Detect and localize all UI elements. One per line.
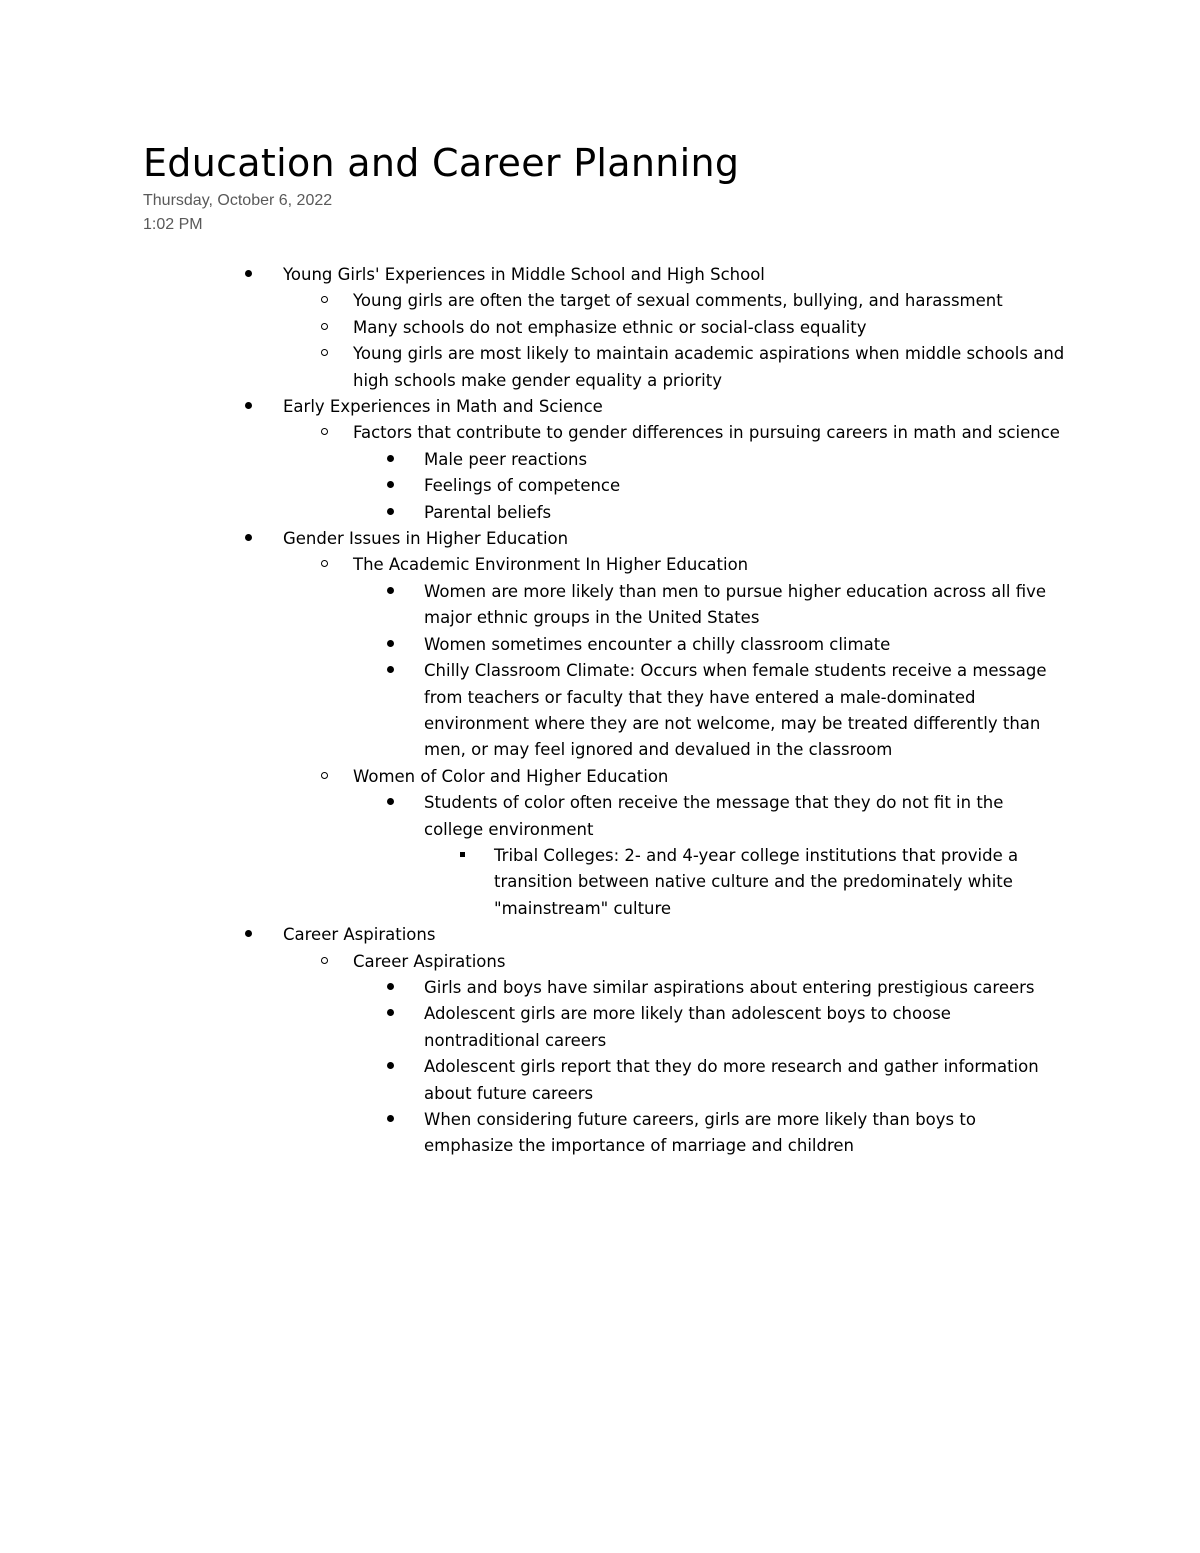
outline-item-text: Adolescent girls report that they do more research and gather information about future careers bbox=[424, 1057, 1039, 1103]
outline-item-text: Career Aspirations bbox=[283, 925, 436, 945]
outline-item-text: Girls and boys have similar aspirations about entering prestigious careers bbox=[424, 977, 1035, 997]
outline-item-text: Gender Issues in Higher Education bbox=[283, 529, 569, 549]
outline-item-text: Career Aspirations bbox=[353, 951, 506, 971]
outline-item-text: Young girls are often the target of sexual comments, bullying, and harassment bbox=[353, 291, 1003, 311]
outline-item-text: Women are more likely than men to pursue higher education across all five major ethnic groups in the United States bbox=[424, 581, 1047, 628]
outline-subsubitem bbox=[0, 1001, 1064, 1054]
outline-subsubitem bbox=[0, 790, 1064, 843]
outline-subitem bbox=[0, 764, 1073, 790]
square-bullet-icon bbox=[457, 843, 471, 869]
outline-level4-item bbox=[0, 843, 1064, 922]
outline-subsubitem bbox=[0, 500, 1064, 526]
disc-bullet-icon bbox=[385, 500, 399, 526]
disc-bullet-icon bbox=[385, 1054, 399, 1080]
disc-bullet-icon bbox=[385, 473, 399, 499]
disc-bullet-icon bbox=[385, 1001, 399, 1027]
outline-subsubitem bbox=[0, 579, 1064, 632]
circle-bullet-icon bbox=[319, 552, 333, 578]
disc-bullet-icon bbox=[385, 975, 399, 1001]
outline-subsubitem bbox=[0, 975, 1064, 1001]
outline-subsubitem bbox=[0, 658, 1064, 764]
circle-bullet-icon bbox=[319, 341, 333, 367]
outline-list bbox=[0, 262, 1200, 1160]
outline-subsubitem bbox=[0, 1107, 1064, 1160]
outline-item-higher-education bbox=[0, 526, 1083, 552]
disc-bullet-icon bbox=[243, 526, 257, 552]
disc-bullet-icon bbox=[385, 447, 399, 473]
disc-bullet-icon bbox=[243, 922, 257, 948]
outline-item-text: Male peer reactions bbox=[424, 449, 588, 469]
note-date: Thursday, October 6, 2022 bbox=[143, 192, 333, 209]
circle-bullet-icon bbox=[319, 315, 333, 341]
disc-bullet-icon bbox=[385, 579, 399, 605]
outline-item-text: Adolescent girls are more likely than adolescent boys to choose nontraditional careers bbox=[424, 1004, 951, 1050]
outline-item-career-aspirations bbox=[0, 922, 1083, 948]
note-time: 1:02 PM bbox=[143, 216, 203, 233]
outline-subitem bbox=[0, 315, 1073, 341]
outline-subsubitem bbox=[0, 632, 1064, 658]
outline-item-text: Early Experiences in Math and Science bbox=[283, 397, 603, 417]
outline-subitem bbox=[0, 341, 1073, 394]
outline-item-text: When considering future careers, girls are more likely than boys to emphasize the importance of marriage and children bbox=[424, 1110, 976, 1156]
disc-bullet-icon bbox=[385, 632, 399, 658]
outline-subitem bbox=[0, 949, 1073, 975]
outline-item-text: Tribal Colleges: 2- and 4-year college institutions that provide a transition between native culture and the predominately white "mainstream" culture bbox=[494, 845, 1019, 918]
circle-bullet-icon bbox=[319, 764, 333, 790]
outline-item-math-science bbox=[0, 394, 1083, 420]
outline-item-text: Feelings of competence bbox=[424, 476, 621, 496]
outline-item-text: Students of color often receive the message that they do not fit in the college environment bbox=[424, 793, 1004, 839]
outline-item-text: Chilly Classroom Climate: Occurs when female students receive a message from teachers or faculty that they have entered a male-dominated environment where they are not welcome, may be treated differently than men, or may feel ignored and devalued in the classroom bbox=[424, 661, 1047, 760]
outline-subsubitem bbox=[0, 473, 1064, 499]
disc-bullet-icon bbox=[385, 658, 399, 684]
outline-item-text: Women sometimes encounter a chilly classroom climate bbox=[424, 634, 891, 654]
disc-bullet-icon bbox=[243, 394, 257, 420]
circle-bullet-icon bbox=[319, 420, 333, 446]
outline-item-text: Women of Color and Higher Education bbox=[353, 766, 669, 786]
disc-bullet-icon bbox=[243, 262, 257, 288]
outline-item-young-girls-experiences bbox=[0, 262, 1083, 288]
outline-subsubitem bbox=[0, 1054, 1064, 1107]
outline-item-text: The Academic Environment In Higher Education bbox=[353, 555, 749, 575]
outline-item-text: Many schools do not emphasize ethnic or social-class equality bbox=[353, 317, 867, 337]
page-title: Education and Career Planning bbox=[143, 141, 740, 185]
outline-item-text: Parental beliefs bbox=[424, 502, 552, 522]
disc-bullet-icon bbox=[385, 790, 399, 816]
disc-bullet-icon bbox=[385, 1107, 399, 1133]
outline-item-text: Factors that contribute to gender differences in pursuing careers in math and science bbox=[353, 423, 1060, 443]
outline-item-text: Young girls are most likely to maintain academic aspirations when middle schools and high schools make gender equality a priority bbox=[353, 344, 1065, 390]
outline-subitem bbox=[0, 420, 1073, 446]
outline-subitem bbox=[0, 552, 1073, 578]
outline-subitem bbox=[0, 288, 1073, 314]
outline-item-text: Young Girls' Experiences in Middle School and High School bbox=[283, 265, 765, 284]
circle-bullet-icon bbox=[319, 288, 333, 314]
circle-bullet-icon bbox=[319, 949, 333, 975]
outline-subsubitem bbox=[0, 447, 1064, 473]
